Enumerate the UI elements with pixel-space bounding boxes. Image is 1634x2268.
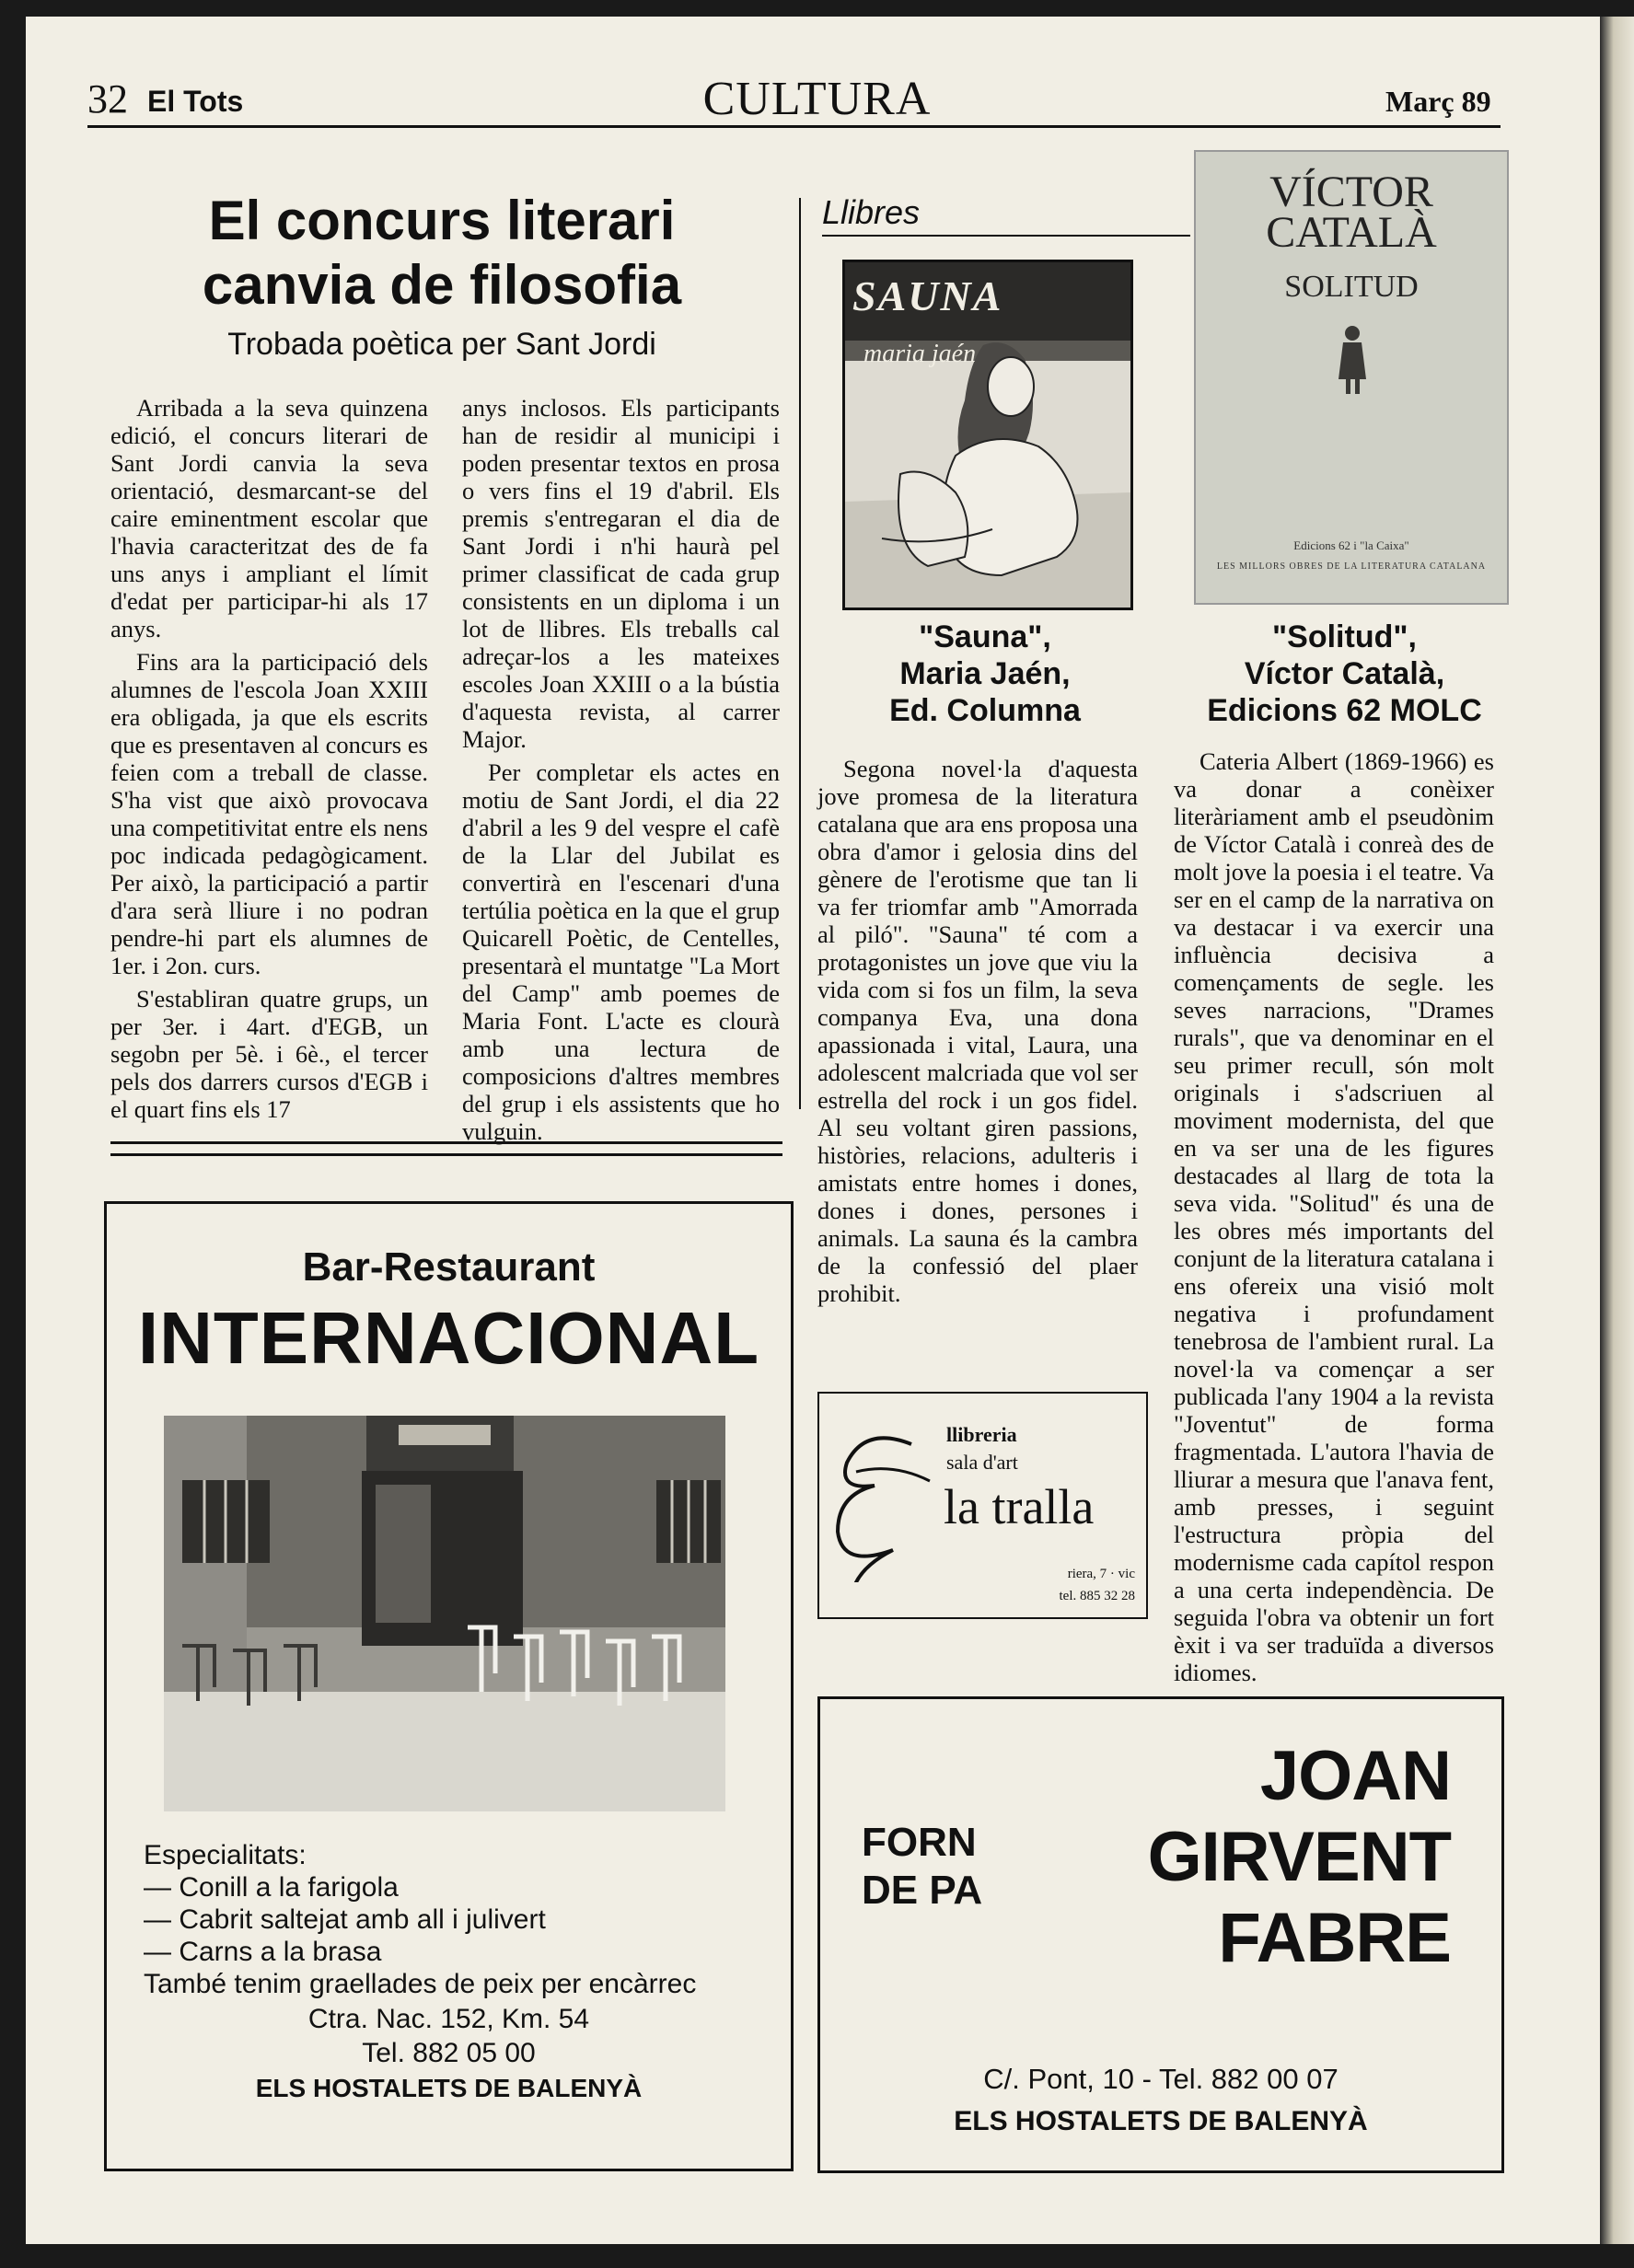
- solitud-cover-title: SOLITUD: [1284, 270, 1419, 304]
- paragraph: S'establiran quatre grups, un per 3er. i 4art. d'EGB, un segobn per 5è. i 6è., el tercer pels dos darrers cursos d'EGB i el quart fins els 17: [110, 985, 428, 1123]
- tralla-phone: tel. 885 32 28: [1059, 1589, 1135, 1603]
- ad-subtitle: Bar-Restaurant: [302, 1244, 596, 1290]
- sauna-book-cover: [842, 260, 1133, 610]
- tralla-name: la tralla: [944, 1479, 1095, 1534]
- caption-line: Víctor Català,: [1244, 656, 1445, 691]
- sauna-cover-title: SAUNA: [852, 272, 1003, 319]
- sauna-cover-author: maria jaén: [863, 340, 977, 368]
- cover-author-line: VÍCTOR: [1269, 168, 1433, 216]
- headline-line: El concurs literari: [208, 190, 676, 251]
- tralla-line2: sala d'art: [946, 1451, 1018, 1474]
- ad-title: INTERNACIONAL: [137, 1297, 760, 1379]
- kicker-rule: [822, 235, 1190, 237]
- section-title: CULTURA: [702, 73, 932, 125]
- owner-line: FABRE: [1218, 1899, 1451, 1977]
- article-subtitle: Trobada poètica per Sant Jordi: [227, 327, 656, 362]
- article-column-1: [110, 394, 428, 1128]
- bakery-owner: [1148, 1736, 1451, 1979]
- specialities-list: [144, 1839, 696, 2000]
- solitud-cover-series: LES MILLORS OBRES DE LA LITERATURA CATALANA: [1216, 561, 1487, 572]
- header-rule: [87, 125, 1501, 128]
- bakery-type-line: FORN: [862, 1820, 977, 1865]
- bakery-type-line: DE PA: [862, 1868, 983, 1913]
- solitud-book-cover: [1194, 150, 1509, 605]
- bakery-type: [862, 1819, 982, 1915]
- bakery-ad: [817, 1696, 1504, 2173]
- column-divider: [799, 198, 801, 1109]
- caption-line: "Solitud",: [1272, 619, 1417, 654]
- solitud-cover-author: [1196, 168, 1507, 257]
- sauna-review: [817, 755, 1138, 1313]
- bakery-address: C/. Pont, 10 - Tel. 882 00 07: [983, 2063, 1338, 2095]
- solitud-review: [1174, 747, 1494, 1692]
- paragraph: Fins ara la participació dels alumnes de l'escola Joan XXIII era obligada, ja que els escrits que es presentaven al concurs es feien com a treball de classe. S'ha vist que això provocava una competitivitat entre els nens poc indicada pedagògicament. Per això, la participació a partir d'ara serà lliure i no podran pendre-hi part els alumnes de 1er. i 2on. curs.: [110, 648, 428, 979]
- ad-phone: Tel. 882 05 00: [362, 2038, 536, 2068]
- restaurant-photo: [164, 1416, 725, 1811]
- publication-name: El Tots: [147, 85, 244, 118]
- page-edge: [1600, 17, 1634, 2244]
- specialities-heading: Especialitats:: [144, 1840, 307, 1870]
- owner-line: JOAN: [1259, 1737, 1451, 1815]
- headline-line: canvia de filosofia: [202, 254, 682, 316]
- speciality-item: — Carns a la brasa: [144, 1937, 382, 1967]
- paragraph: Cateria Albert (1869-1966) es va donar a conèixer literàriament amb el pseudònim de Víctor Català i conreà des de molt jove la poesia i el teatre. Va ser en el camp de la narrativa on va destacar i va exercir una influència decisiva a començaments de segle. les seves narracions, "Drames rurals", que va denominar en el seu primer recull, són molt originals i s'adscriuen al moviment modernista, del que en va ser una de les figures destacades al llarg de tota la seva vida. "Solitud" és una de les obres més importants del conjunt de la literatura catalana i ens ofereix una visió molt negativa i profundament tenebrosa de l'ambient rural. La novel·la va començar a ser publicada l'any 1904 a la revista "Joventut" de forma fragmentada. L'autora l'havia de lliurar a mesura que l'anava fent, amb presses, i seguint l'estructura pròpia del modernisme cada capítol respon a una certa independència. De seguida l'obra va obtenir un fort èxit i va ser traduïda a diversos idiomes.: [1174, 747, 1494, 1686]
- caption-line: "Sauna",: [919, 619, 1051, 654]
- owner-line: GIRVENT: [1147, 1818, 1451, 1896]
- paragraph: anys inclosos. Els participants han de residir al municipi i poden presentar textos en prosa o vers fins el 19 d'abril. Els premis s'entregaran el dia de Sant Jordi i n'hi haurà pel primer classificat de cada grup consistents en un diploma i un lot de llibres. Els treballs cal adreçar-los a les mateixes escoles Joan XXIII o a la bústia d'aquesta revista, al carrer Major.: [462, 394, 780, 753]
- bakery-town: ELS HOSTALETS DE BALENYÀ: [954, 2106, 1368, 2136]
- llibreria-ad: [817, 1392, 1148, 1619]
- sauna-caption: [810, 619, 1160, 729]
- tralla-line1: llibreria: [946, 1423, 1017, 1446]
- tralla-address: riera, 7 · vic: [1067, 1567, 1135, 1581]
- solitud-cover-publisher: Edicions 62 i "la Caixa": [1293, 538, 1409, 552]
- issue-date: Març 89: [1385, 85, 1491, 118]
- ad-town: ELS HOSTALETS DE BALENYÀ: [255, 2074, 643, 2102]
- paragraph: Segona novel·la d'aquesta jove promesa de la literatura catalana que ara ens proposa una obra d'amor i gelosia dins del gènere de l'erotisme que tan li va fer triomfar amb "Amorrada al piló". "Sauna" té com a protagonistes un jove que viu la vida com si fos un film, la seva companya Eva, una dona apassionada i vital, Laura, una adolescent malcriada que vol ser estrella del rock i un gos fidel. Al seu voltant giren passions, històries, relacions, adulteris i amistats entre homes i dones, dones i dones, persones i animals. La sauna és la cambra de la confessió del plaer prohibit.: [817, 755, 1139, 1307]
- tralla-logo: [829, 1417, 939, 1582]
- restaurant-ad: [104, 1201, 794, 2171]
- page-number: 32: [87, 76, 128, 122]
- article-column-2: [462, 394, 780, 1151]
- speciality-extra: També tenim graellades de peix per encàrrec: [144, 1969, 697, 1999]
- caption-line: Edicions 62 MOLC: [1207, 693, 1482, 728]
- section-kicker: Llibres: [822, 193, 921, 231]
- cover-author-line: CATALÀ: [1266, 208, 1437, 257]
- ad-address: Ctra. Nac. 152, Km. 54: [307, 2004, 590, 2034]
- paragraph: Arribada a la seva quinzena edició, el concurs literari de Sant Jordi canvia la seva orientació, desmarcant-se del caire eminentment escolar que l'havia caracteritzat des de fa uns anys i ampliant el límit d'edat per participar-hi als 17 anys.: [110, 394, 428, 642]
- figure-icon: [1329, 322, 1375, 396]
- paragraph: Per completar els actes en motiu de Sant Jordi, el dia 22 d'abril a les 9 del vespre el cafè de la Llar del Jubilat es convertirà en l'escenari d'una tertúlia poètica en la que el grup Quicarell Poètic, de Centelles, presentarà el muntatge "La Mort del Camp" amb poemes de Maria Font. L'acte es clourà amb una lectura de composicions d'altres membres del grup i els assistents que ho vulguin.: [462, 758, 780, 1145]
- double-rule: [110, 1141, 782, 1156]
- speciality-item: — Conill a la farigola: [144, 1872, 399, 1903]
- speciality-item: — Cabrit saltejat amb all i julivert: [144, 1904, 546, 1935]
- article-headline: [110, 189, 773, 318]
- caption-line: Maria Jaén,: [899, 656, 1071, 691]
- solitud-caption: [1167, 619, 1522, 729]
- caption-line: Ed. Columna: [889, 693, 1081, 728]
